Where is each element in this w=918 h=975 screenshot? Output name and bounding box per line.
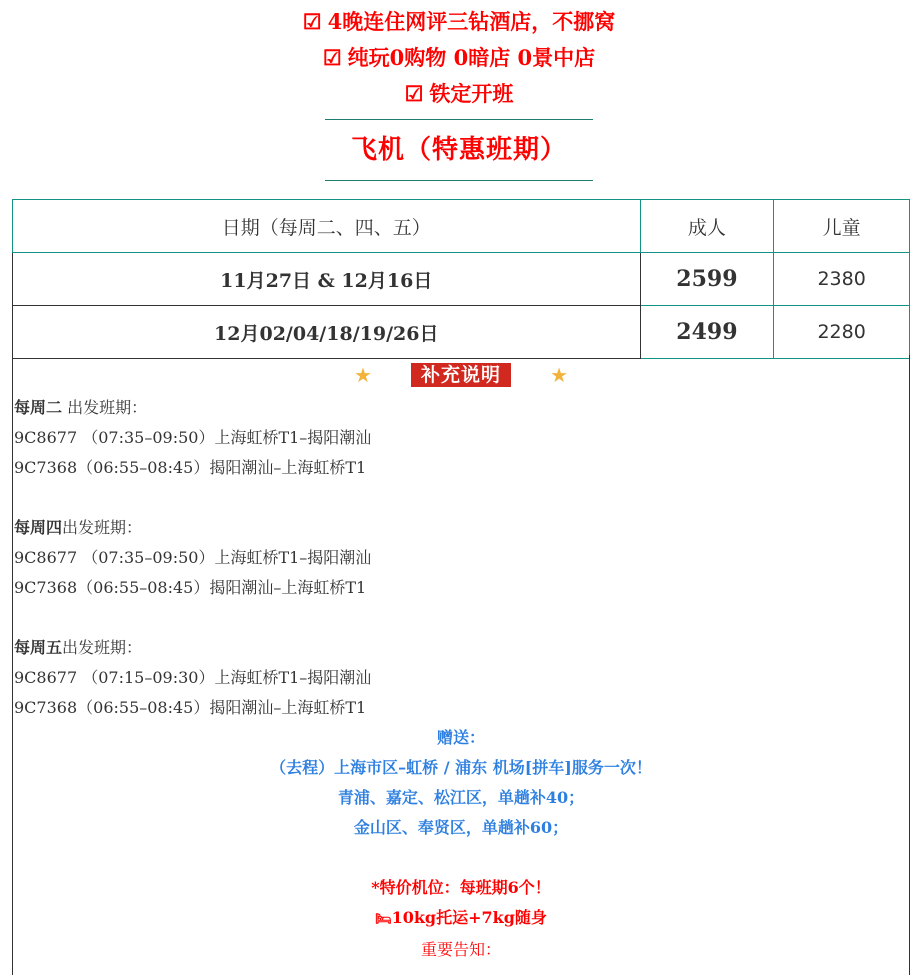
gift-info [13,723,909,843]
price-table-header [13,200,910,253]
flight-line: 9C8677 （07:15–09:30）上海虹桥T1–揭阳潮汕 [14,668,372,687]
highlight-hotel [0,4,918,40]
checkbox-icon: ☑ [302,9,322,34]
table-row [13,306,910,359]
row-adult-price: 2599 [640,253,774,306]
row-child-price: 2280 [774,306,910,359]
notes-section [12,355,910,975]
row-child-price: 2380 [774,253,910,306]
schedule-suffix: 出发班期： [62,518,143,537]
checkbox-icon: ☑ [322,45,342,70]
gift-title: 赠送： [436,728,485,747]
row-date: 12月02/04/18/19/26日 [13,306,641,359]
schedule-tuesday [14,393,909,483]
section-title: 飞机（特惠班期） [350,135,567,165]
gift-line: 金山区、奉贤区，单趟补60； [353,818,569,837]
header-date: 日期（每周二、四、五） [13,200,641,253]
schedule-day: 每周四 [14,518,63,537]
flight-line: 9C7368（06:55–08:45）揭阳潮汕–上海虹桥T1 [14,578,367,597]
highlight-no-shopping [0,40,918,76]
important-notice: 重要告知： [420,940,501,959]
row-adult-price: 2499 [640,306,774,359]
schedule-day: 每周二 [14,398,63,417]
star-icon: ★ [550,362,569,387]
schedule-friday [14,633,909,723]
notes-header [13,355,909,393]
schedule-suffix: 出发班期： [62,398,148,417]
highlight-text: 纯玩0购物 0暗店 0景中店 [347,45,596,70]
section-title-frame [325,119,593,181]
schedule-suffix: 出发班期： [62,638,143,657]
row-date: 11月27日 & 12月16日 [13,253,641,306]
highlight-text: 铁定开班 [429,81,514,106]
gift-line: 青浦、嘉定、松江区，单趟补40； [337,788,585,807]
flight-line: 9C7368（06:55–08:45）揭阳潮汕–上海虹桥T1 [14,698,367,717]
price-table [12,199,910,359]
highlight-text: 4晚连住网评三钻酒店，不挪窝 [327,9,616,34]
baggage-text: 10kg托运+7kg随身 [391,908,547,927]
flight-line: 9C7368（06:55–08:45）揭阳潮汕–上海虹桥T1 [14,458,367,477]
flight-schedules [13,393,909,723]
bed-icon: 🛏 [375,912,392,927]
flight-line: 9C8677 （07:35–09:50）上海虹桥T1–揭阳潮汕 [14,428,372,447]
special-seats: *特价机位：每班期6个！ [371,878,551,897]
gift-line: （去程）上海市区–虹桥 / 浦东 机场[拼车]服务一次！ [270,758,652,777]
highlights [0,0,918,112]
highlight-guaranteed [0,76,918,112]
header-adult: 成人 [640,200,774,253]
schedule-thursday [14,513,909,603]
header-child: 儿童 [774,200,910,253]
schedule-day: 每周五 [14,638,63,657]
baggage-info [13,903,909,935]
flight-line: 9C8677 （07:35–09:50）上海虹桥T1–揭阳潮汕 [14,548,372,567]
table-row [13,253,910,306]
checkbox-icon: ☑ [404,81,424,106]
star-icon: ★ [353,362,372,387]
notes-badge: 补充说明 [411,363,511,387]
